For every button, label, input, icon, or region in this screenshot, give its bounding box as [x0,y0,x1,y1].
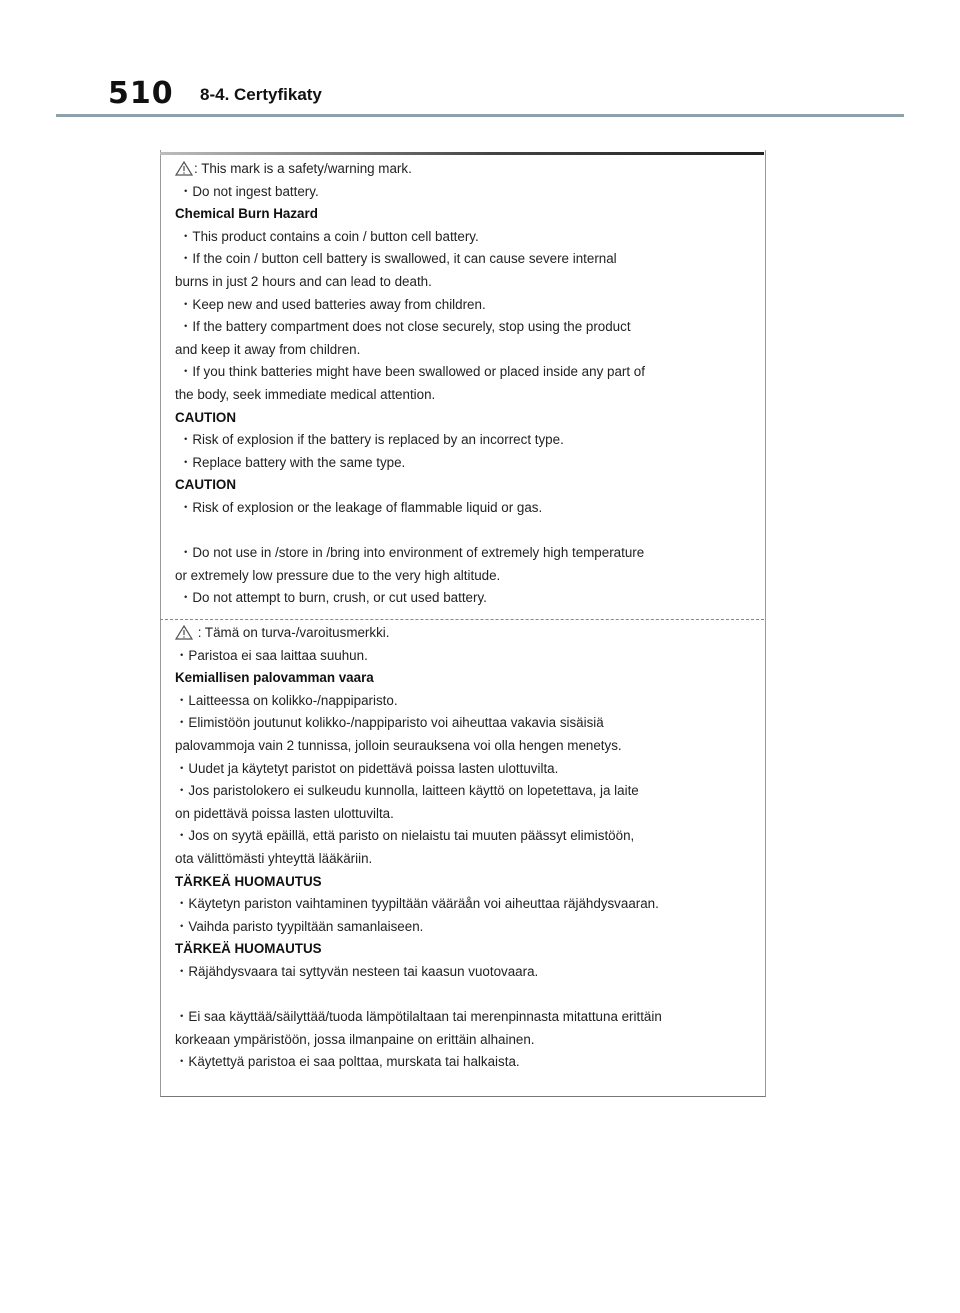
text-line: ・Käytettyä paristoa ei saa polttaa, murskata tai halkaista. [175,1054,520,1070]
text-line: ・Uudet ja käytetyt paristot on pidettävä poissa lasten ulottuvilta. [175,760,559,776]
text-line: ・Replace battery with the same type. [179,454,406,470]
text-line: ・Ei saa käyttää/säilyttää/tuoda lämpötilaltaan tai merenpinnasta mitattuna erittäin [175,1009,662,1025]
text-line: ・This product contains a coin / button cell battery. [179,228,479,244]
text-line: ・Do not attempt to burn, crush, or cut used battery. [179,590,487,606]
finnish-warning-block [175,622,760,1074]
frame-top-rule [160,152,764,155]
section-heading: TÄRKEÄ HUOMAUTUS [175,873,322,889]
finnish-mark-line [175,622,760,645]
text-line: palovammoja vain 2 tunnissa, jolloin seurauksena voi olla hengen menetys. [175,737,622,753]
language-divider [160,619,764,620]
section-heading: TÄRKEÄ HUOMAUTUS [175,941,322,957]
blank-line [175,984,760,1007]
warning-triangle-icon [175,625,193,640]
text-line: ・Käytetyn pariston vaihtaminen tyypiltään vääräån voi aiheuttaa räjähdysvaaran. [175,896,659,912]
section-title: 8-4. Certyfikaty [200,85,322,104]
text-line: or extremely low pressure due to the very high altitude. [175,567,501,583]
text-line: burns in just 2 hours and can lead to death. [175,273,432,289]
text-line: ・Do not ingest battery. [179,183,319,199]
text-line: ・If you think batteries might have been swallowed or placed inside any part of [179,364,645,380]
section-heading: CAUTION [175,409,236,425]
english-mark-text: : This mark is a safety/warning mark. [194,161,412,176]
text-line: ・Do not use in /store in /bring into environment of extremely high temperature [179,545,645,561]
text-line: ota välittömästi yhteyttä lääkäriin. [175,850,373,866]
finnish-mark-text: : Tämä on turva-/varoitusmerkki. [194,625,390,640]
text-line: korkeaan ympäristöön, jossa ilmanpaine on erittäin alhainen. [175,1031,535,1047]
header-rule [56,114,904,117]
text-line: ・Risk of explosion or the leakage of flammable liquid or gas. [179,499,543,515]
english-lines [175,181,760,610]
text-line: ・Keep new and used batteries away from children. [179,296,486,312]
text-line: ・If the coin / button cell battery is swallowed, it can cause severe internal [179,251,617,267]
text-line: ・If the battery compartment does not close securely, stop using the product [179,319,631,335]
text-line: ・Jos paristolokero ei sulkeudu kunnolla, laitteen käyttö on lopetettava, ja laite [175,783,639,799]
english-mark-line [175,158,760,181]
text-line: and keep it away from children. [175,341,361,357]
text-line: the body, seek immediate medical attention. [175,386,436,402]
page-number: 510 [108,76,174,111]
section-heading: CAUTION [175,477,236,493]
text-line: ・Risk of explosion if the battery is replaced by an incorrect type. [179,432,564,448]
warning-triangle-icon [175,161,193,176]
text-line: ・Elimistöön joutunut kolikko-/nappiparisto voi aiheuttaa vakavia sisäisiä [175,715,604,731]
text-line: ・Paristoa ei saa laittaa suuhun. [175,647,368,663]
finnish-lines [175,645,760,1074]
section-heading: Kemiallisen palovamman vaara [175,670,374,686]
text-line: ・Jos on syytä epäillä, että paristo on nielaistu tai muuten päässyt elimistöön, [175,828,635,844]
english-warning-block [175,158,760,610]
text-line: on pidettävä poissa lasten ulottuvilta. [175,805,394,821]
text-line: ・Laitteessa on kolikko-/nappiparisto. [175,692,398,708]
blank-line [175,520,760,543]
text-line: ・Vaihda paristo tyypiltään samanlaiseen. [175,918,424,934]
section-heading: Chemical Burn Hazard [175,206,318,222]
text-line: ・Räjähdysvaara tai syttyvän nesteen tai kaasun vuotovaara. [175,963,539,979]
page-header [0,0,960,120]
